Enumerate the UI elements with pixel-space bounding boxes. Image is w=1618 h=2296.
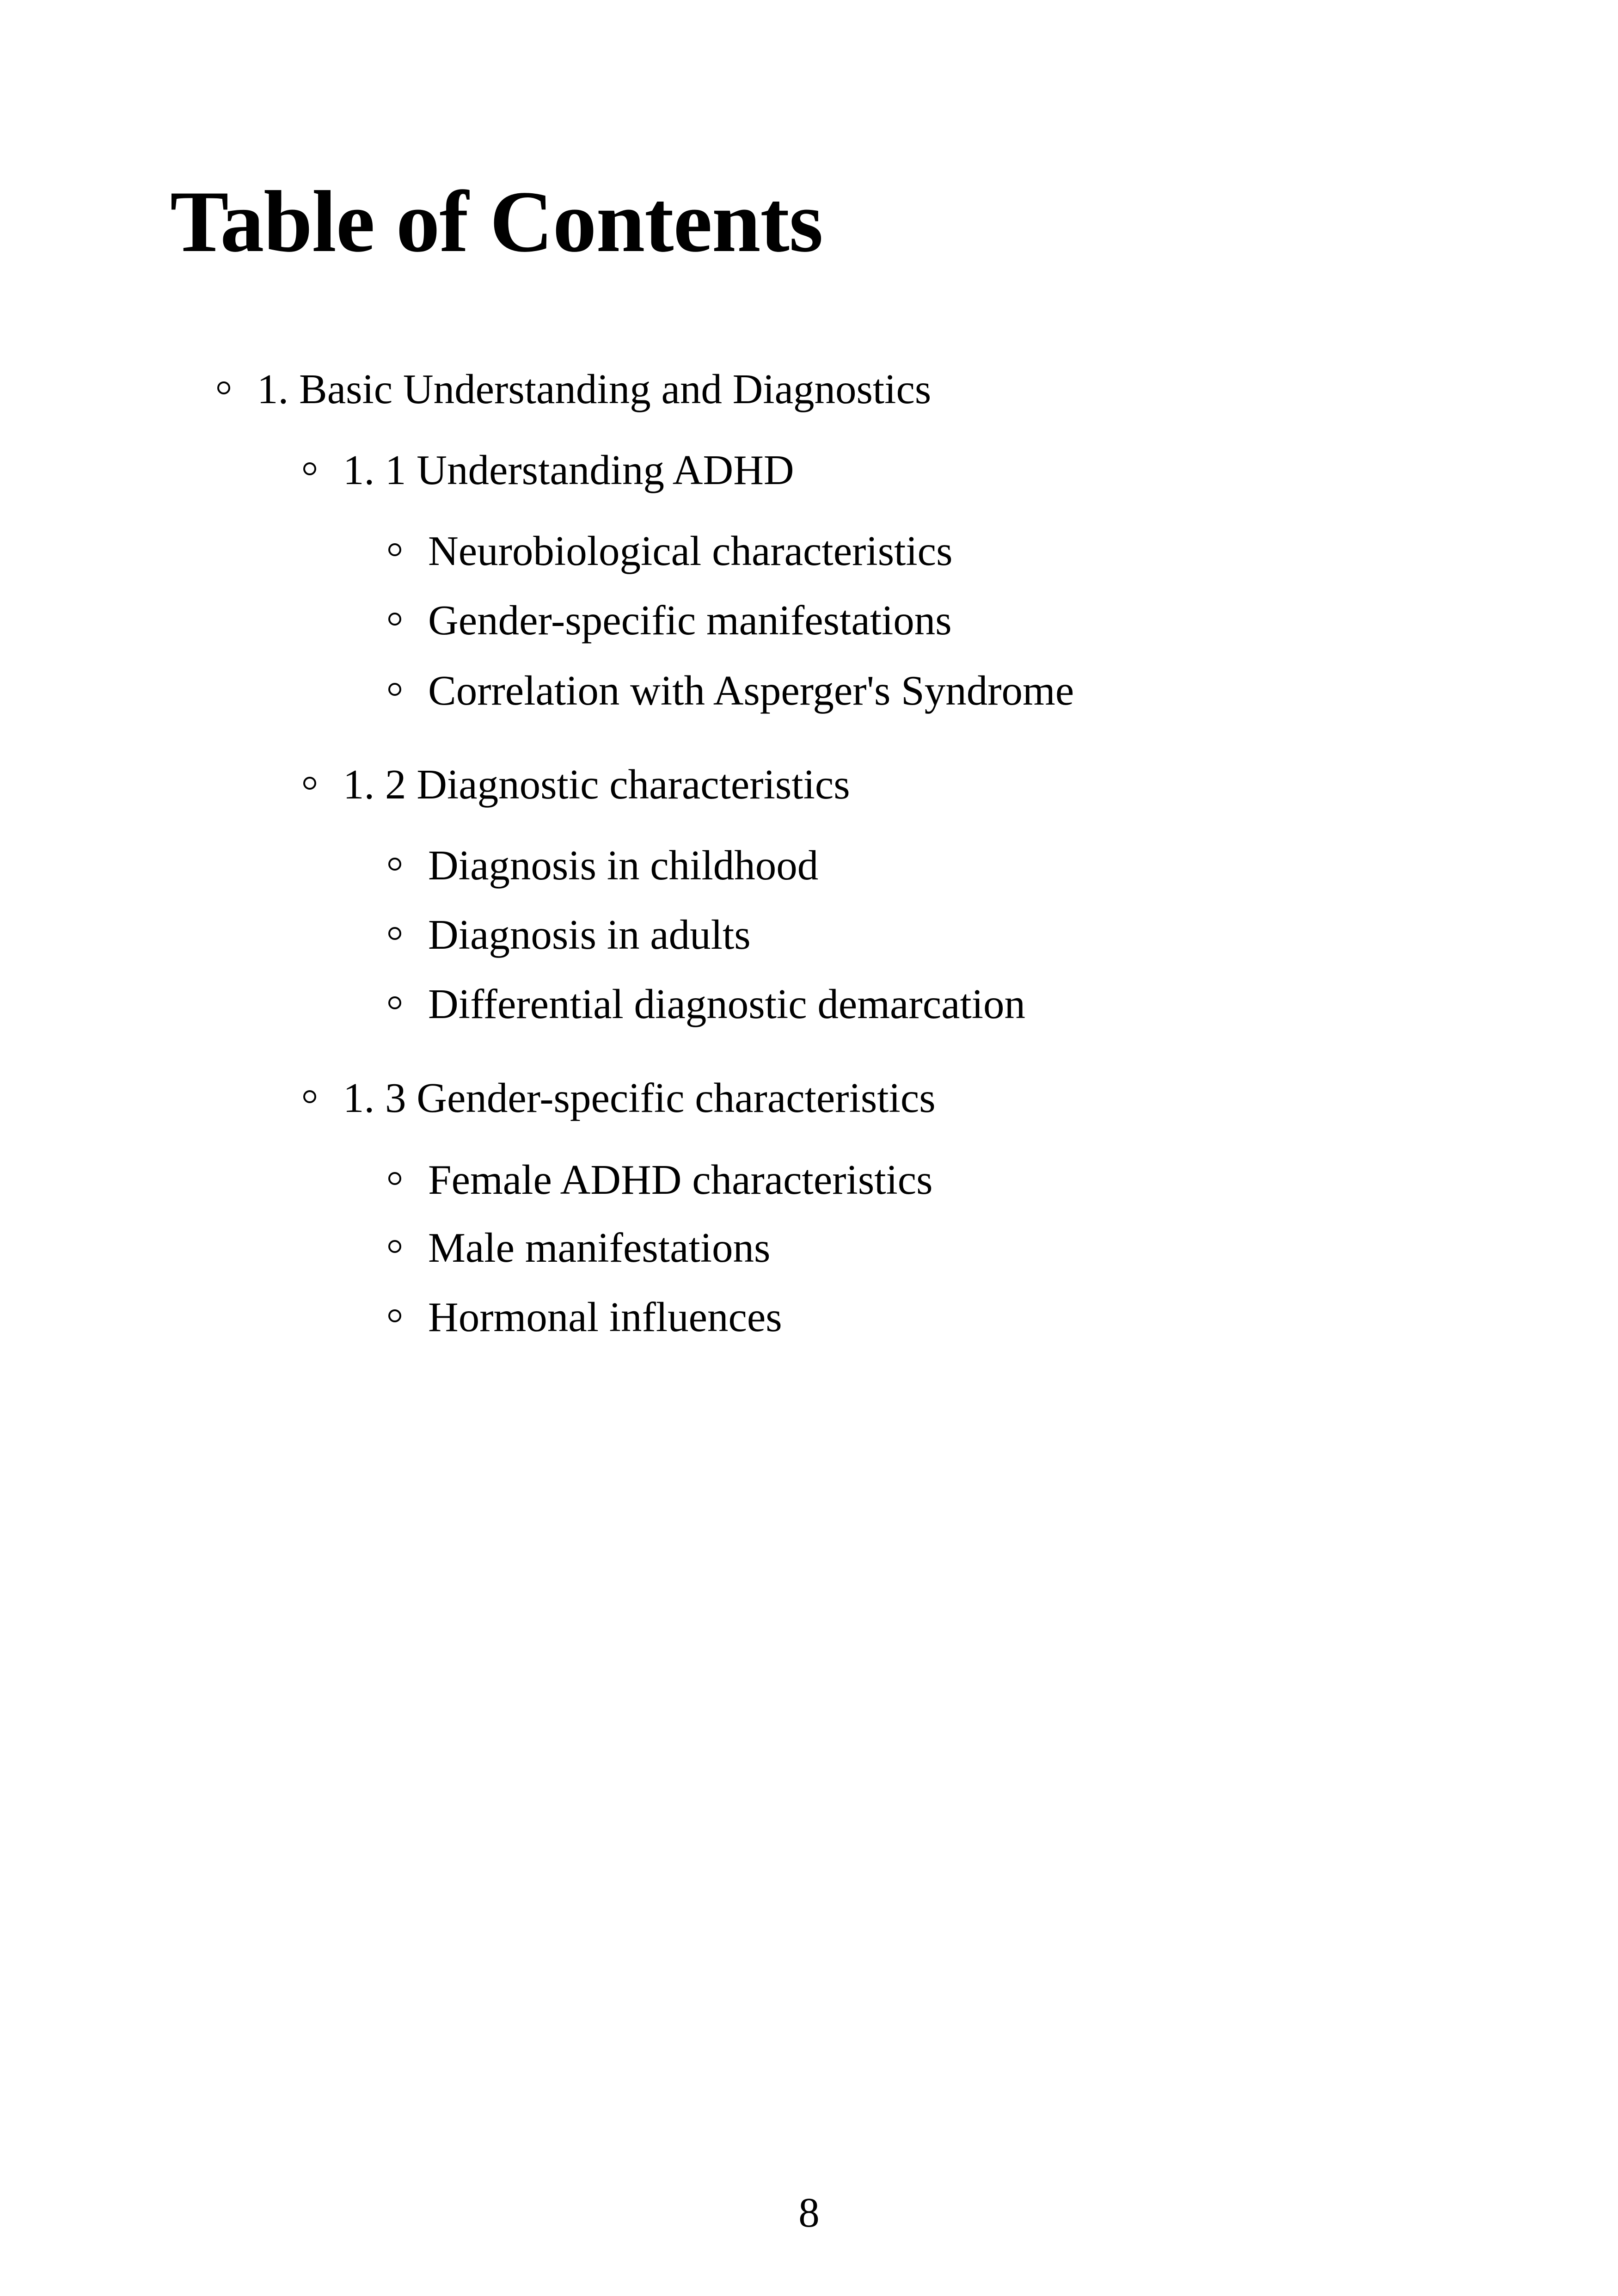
toc-item[interactable]: Diagnosis in adults bbox=[428, 911, 751, 958]
page-number: 8 bbox=[798, 2189, 820, 2236]
circle-bullet-icon bbox=[388, 1240, 401, 1253]
toc-item[interactable]: Female ADHD characteristics bbox=[428, 1156, 933, 1203]
toc-item[interactable]: Gender-specific manifestations bbox=[428, 597, 952, 644]
circle-bullet-icon bbox=[388, 613, 401, 626]
circle-bullet-icon bbox=[303, 462, 316, 475]
circle-bullet-icon bbox=[388, 1309, 401, 1322]
toc-item[interactable]: Diagnosis in childhood bbox=[428, 842, 819, 889]
toc-section-1-3[interactable]: 1. 3 Gender-specific characteristics bbox=[343, 1074, 936, 1121]
circle-bullet-icon bbox=[388, 858, 401, 871]
toc-item[interactable]: Hormonal influences bbox=[428, 1294, 782, 1340]
toc-item[interactable]: Neurobiological characteristics bbox=[428, 528, 953, 574]
toc-item[interactable]: Correlation with Asperger's Syndrome bbox=[428, 667, 1074, 714]
toc-section-1-2[interactable]: 1. 2 Diagnostic characteristics bbox=[343, 761, 850, 808]
toc-section-1-1[interactable]: 1. 1 Understanding ADHD bbox=[343, 447, 794, 493]
circle-bullet-icon bbox=[303, 777, 316, 790]
toc-item[interactable]: Male manifestations bbox=[428, 1224, 771, 1271]
circle-bullet-icon bbox=[217, 381, 230, 394]
toc-chapter-1[interactable]: 1. Basic Understanding and Diagnostics bbox=[257, 366, 932, 412]
circle-bullet-icon bbox=[388, 996, 401, 1009]
circle-bullet-icon bbox=[303, 1090, 316, 1103]
circle-bullet-icon bbox=[388, 543, 401, 556]
circle-bullet-icon bbox=[388, 683, 401, 696]
toc-item[interactable]: Differential diagnostic demarcation bbox=[428, 981, 1026, 1027]
circle-bullet-icon bbox=[388, 927, 401, 940]
circle-bullet-icon bbox=[388, 1172, 401, 1185]
page-title: Table of Contents bbox=[170, 173, 823, 270]
